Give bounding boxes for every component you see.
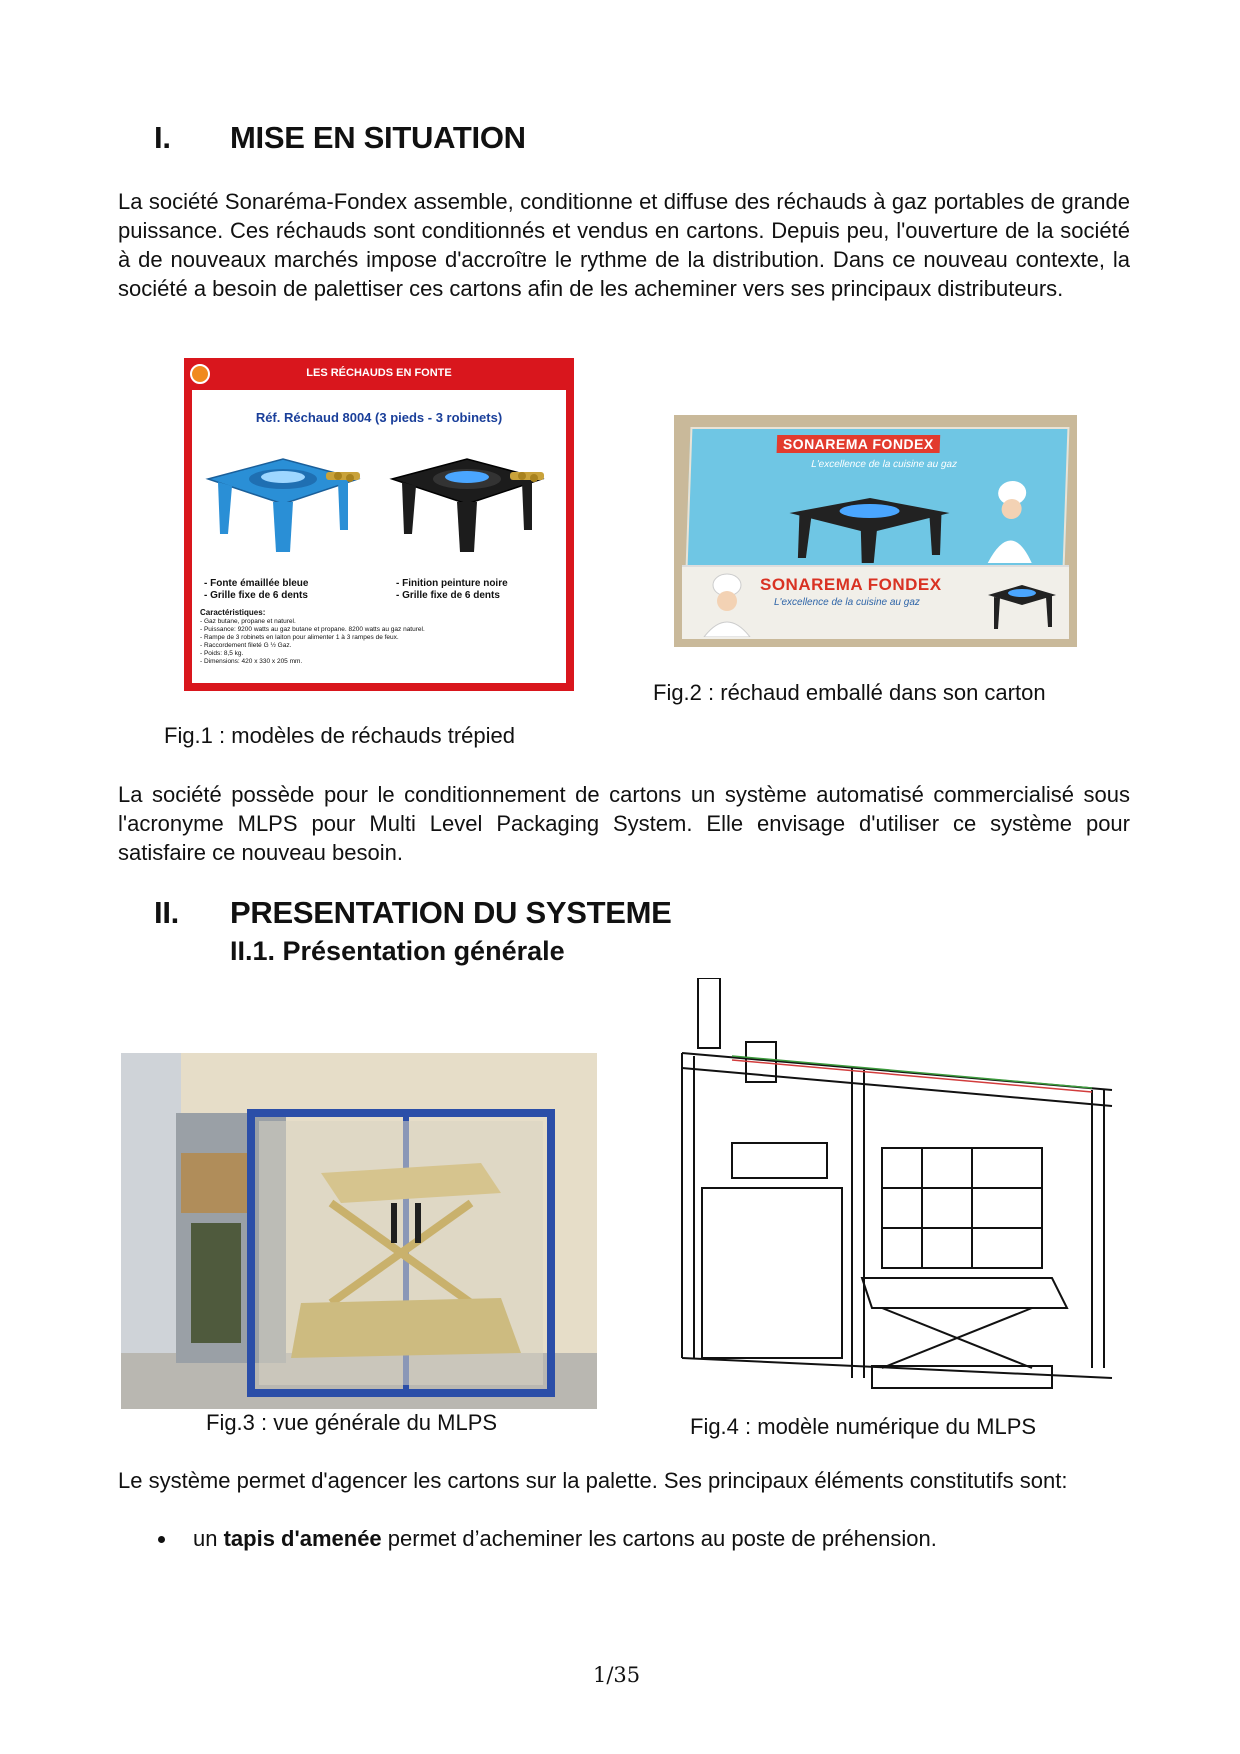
chef-icon <box>988 481 1035 563</box>
box-lid-logo: SONAREMA FONDEX <box>777 435 941 453</box>
fig1-caption: Fig.1 : modèles de réchauds trépied <box>164 723 515 748</box>
catalog-reference-title: Réf. Réchaud 8004 (3 pieds - 3 robinets) <box>255 410 503 425</box>
box-front-stove-artwork <box>982 573 1062 633</box>
section-number: I. <box>154 120 171 155</box>
fig3-caption: Fig.3 : vue générale du MLPS <box>206 1410 498 1435</box>
characteristic-item: - Rampe de 3 robinets en laiton pour alimenter 1 à 3 rampes de feux. <box>200 634 399 641</box>
section-title: PRESENTATION DU SYSTEME <box>230 895 672 930</box>
characteristic-item: - Puissance: 9200 watts au gaz butane et propane. 8200 watts au gaz naturel. <box>200 626 425 633</box>
feature-line: - Finition peinture noire <box>396 578 508 589</box>
chef-icon <box>704 574 750 637</box>
black-stove-features <box>396 578 508 602</box>
mlps-general-view-photo <box>121 1053 597 1409</box>
characteristic-item: - Raccordement fileté G ½ Gaz. <box>200 642 292 649</box>
black-stove-icon <box>392 459 544 552</box>
stove-catalog-figure <box>184 358 574 691</box>
blue-stove-illustration <box>198 434 368 554</box>
list-item-term: tapis d'amenée <box>223 1526 382 1551</box>
box-front-artwork <box>692 571 762 637</box>
mlps-digital-model-drawing <box>672 978 1114 1400</box>
box-front <box>682 565 1069 639</box>
black-stove-illustration <box>382 434 552 554</box>
intro-paragraph: La société Sonaréma-Fondex assemble, conditionne et diffuse des réchauds à gaz portables de grande puissance. Ces réchauds sont conditionnés et vendus en cartons. Depuis peu, l'ouverture de la société à de nouveaux marchés impose d'accroître le rythme de la distribution. Dans ce nouveau contexte, la société a besoin de palettiser ces cartons afin de les acheminer vers ses principaux distributeurs. <box>118 189 1130 301</box>
catalog-banner: LES RÉCHAUDS EN FONTE <box>306 367 452 379</box>
characteristics-title: Caractéristiques: <box>200 608 266 617</box>
list-item <box>118 1524 1130 1553</box>
page-number: 1/35 <box>593 1663 641 1687</box>
box-lid <box>686 427 1070 569</box>
feature-line: - Fonte émaillée bleue <box>204 578 309 589</box>
list-item-suffix: permet d’acheminer les cartons au poste de préhension. <box>381 1526 937 1551</box>
feature-line: - Grille fixe de 6 dents <box>396 590 500 601</box>
section-title: MISE EN SITUATION <box>230 120 526 155</box>
box-front-slogan: L'excellence de la cuisine au gaz <box>774 597 920 608</box>
components-list <box>118 1524 1130 1553</box>
fig2-caption: Fig.2 : réchaud emballé dans son carton <box>653 680 1046 705</box>
second-paragraph: La société possède pour le conditionnement de cartons un système automatisé commercialisé sous l'acronyme MLPS pour Multi Level Packaging System. Elle envisage d'utiliser ce système pour satisfaire ce nouveau besoin. <box>118 782 1130 865</box>
third-paragraph: Le système permet d'agencer les cartons sur la palette. Ses principaux éléments constitutifs sont: <box>118 1468 1068 1493</box>
list-item-prefix: un <box>193 1526 224 1551</box>
subsection-title: II.1. Présentation générale <box>230 936 565 966</box>
box-lid-slogan: L'excellence de la cuisine au gaz <box>810 459 958 470</box>
packaged-stove-photo <box>674 415 1077 647</box>
characteristic-item: - Dimensions: 420 x 330 x 205 mm. <box>200 658 303 665</box>
fig4-caption: Fig.4 : modèle numérique du MLPS <box>690 1414 1037 1439</box>
blue-stove-icon <box>208 459 360 552</box>
feature-line: - Grille fixe de 6 dents <box>204 590 308 601</box>
catalog-card <box>192 390 566 683</box>
mlps-photo-artwork <box>121 1053 597 1409</box>
blue-stove-features <box>204 578 308 602</box>
section-heading-2 <box>154 895 854 935</box>
characteristic-item: - Poids: 8,5 kg. <box>200 650 244 657</box>
stove-icon <box>788 498 950 563</box>
stove-icon <box>988 585 1056 629</box>
section-number: II. <box>154 895 179 930</box>
box-front-logo: SONAREMA FONDEX <box>760 575 942 594</box>
section-heading-1 <box>154 120 854 160</box>
box-lid-artwork <box>748 473 1051 563</box>
characteristics-list <box>200 618 425 666</box>
characteristic-item: - Gaz butane, propane et naturel. <box>200 618 296 625</box>
